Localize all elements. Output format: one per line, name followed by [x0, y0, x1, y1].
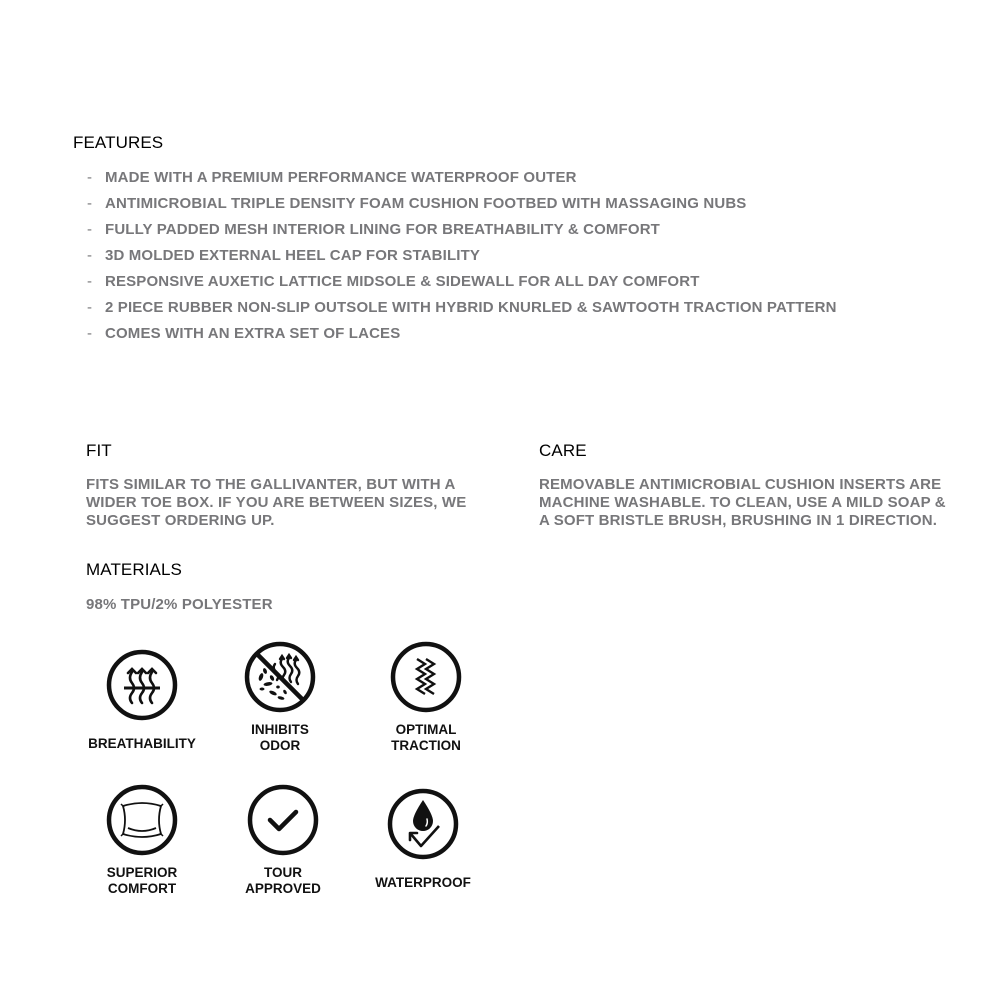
bullet-dash: - [87, 325, 92, 342]
badge-label: TOUR APPROVED [245, 865, 321, 896]
feature-item [87, 273, 837, 299]
feature-item [87, 221, 837, 247]
badge-waterproof [353, 787, 493, 891]
bullet-dash: - [87, 247, 92, 264]
feature-item [87, 299, 837, 325]
feature-text: 2 PIECE RUBBER NON-SLIP OUTSOLE WITH HYBRID KNURLED & SAWTOOTH TRACTION PATTERN [105, 299, 837, 316]
badge-breathability [72, 648, 212, 752]
badge-label: OPTIMAL TRACTION [391, 722, 461, 753]
care-heading: CARE [539, 441, 587, 460]
feature-item [87, 169, 837, 195]
materials-text: 98% TPU/2% POLYESTER [86, 596, 273, 613]
badge-label: WATERPROOF [375, 875, 471, 890]
feature-item [87, 247, 837, 273]
badge-label: INHIBITS ODOR [251, 722, 309, 753]
badge-superior-comfort [72, 783, 212, 897]
optimal-traction-icon [389, 640, 463, 714]
feature-text: ANTIMICROBIAL TRIPLE DENSITY FOAM CUSHION FOOTBED WITH MASSAGING NUBS [105, 195, 747, 212]
water-drop-icon [386, 787, 460, 861]
feature-text: FULLY PADDED MESH INTERIOR LINING FOR BREATHABILITY & COMFORT [105, 221, 660, 238]
bullet-dash: - [87, 169, 92, 186]
bullet-dash: - [87, 273, 92, 290]
bullet-dash: - [87, 221, 92, 238]
materials-heading: MATERIALS [86, 560, 182, 579]
breathability-icon [105, 648, 179, 722]
bullet-dash: - [87, 195, 92, 212]
inhibits-odor-icon [243, 640, 317, 714]
fit-heading: FIT [86, 441, 112, 460]
badge-inhibits-odor [210, 640, 350, 754]
feature-text: RESPONSIVE AUXETIC LATTICE MIDSOLE & SIDEWALL FOR ALL DAY COMFORT [105, 273, 700, 290]
pillow-icon [105, 783, 179, 857]
features-list [87, 169, 837, 351]
badge-label: BREATHABILITY [88, 736, 196, 751]
feature-text: 3D MOLDED EXTERNAL HEEL CAP FOR STABILITY [105, 247, 481, 264]
features-heading: FEATURES [73, 133, 164, 152]
feature-item [87, 195, 837, 221]
care-text: REMOVABLE ANTIMICROBIAL CUSHION INSERTS ARE MACHINE WASHABLE. TO CLEAN, USE A MILD SOAP & A SOFT BRISTLE BRUSH, BRUSHING IN 1 DIRECTION. [539, 476, 946, 529]
badge-optimal-traction [356, 640, 496, 754]
badge-tour-approved [213, 783, 353, 897]
feature-item [87, 325, 837, 351]
feature-text: COMES WITH AN EXTRA SET OF LACES [105, 325, 401, 342]
badge-label: SUPERIOR COMFORT [106, 865, 178, 896]
feature-text: MADE WITH A PREMIUM PERFORMANCE WATERPROOF OUTER [105, 169, 577, 186]
bullet-dash: - [87, 299, 92, 316]
fit-text: FITS SIMILAR TO THE GALLIVANTER, BUT WITH A WIDER TOE BOX. IF YOU ARE BETWEEN SIZES, WE SUGGEST ORDERING UP. [86, 476, 467, 529]
checkmark-icon [246, 783, 320, 857]
